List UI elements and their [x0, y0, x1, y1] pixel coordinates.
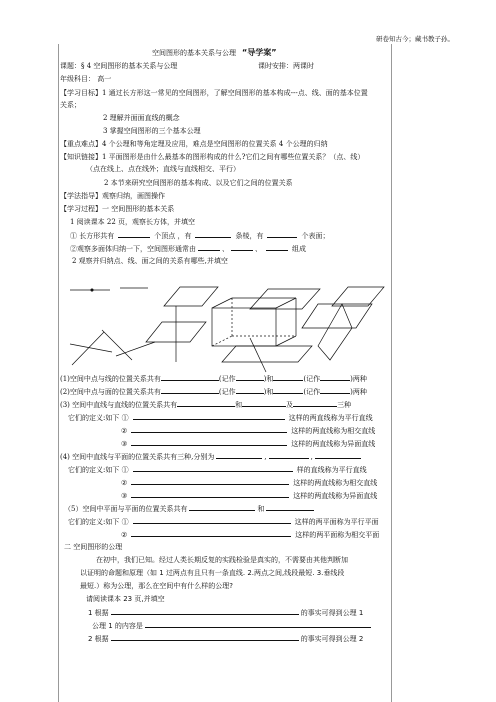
link-line-1: 【知识链接】1 平面图形是由什么最基本的图形构成的什么?它们之间有哪些位置关系？（点、线） — [60, 153, 365, 161]
p2-text: 2 观察并归纳点、线、面之间的关系有哪些,并填空 — [72, 257, 228, 265]
goal-line-3: 2 理解并面面直线的概念 — [103, 114, 180, 122]
key-points: 【重点难点】4 个公理和等角定理及应用，难点是空间图形的位置关系 4 个公理的归纳 — [60, 140, 328, 148]
q4: (4) 空间中直线与平面的位置关系共有三种,分别为 , , — [60, 452, 363, 462]
doc-title-tag: “导学案” — [242, 48, 277, 57]
q4-def-3: ③ 这样的两直线称为异面直线 — [121, 492, 378, 500]
doc-title: 空间图形的基本关系与公理 “导学案” — [152, 48, 277, 57]
figure-crossing-plane — [222, 338, 312, 372]
blank-q2-c[interactable] — [273, 387, 303, 394]
blank-q5-def-2[interactable] — [131, 530, 291, 537]
link-line-2: （点在线上、点在线外；直线与直线相交、平行） — [86, 165, 240, 173]
schedule: 课时安排：两课时 — [258, 62, 314, 70]
grade-subject: 年级科目： 高一 — [60, 75, 112, 83]
topic-line: 课题：§ 4 空间图形的基本关系与公理 — [60, 62, 178, 70]
figure-skew-lines — [102, 330, 155, 360]
blank-q5-def-1[interactable] — [133, 517, 291, 524]
link-line-3: 2 本节来研究空间图形的基本构成、以及它们之间的位置关系 — [104, 179, 293, 187]
axiom-1-content: 公理 1 的内容是 — [92, 621, 373, 631]
axiom-1-basis: 1 根据 的事实可得到公理 1 — [88, 609, 364, 617]
figure-cuboid — [212, 298, 296, 346]
blank-q3-def-3[interactable] — [131, 439, 287, 446]
q1: (1)空间中点与线的位置关系共有 (记作 )和 (记作 )两种 — [60, 375, 367, 383]
blank-q3-b[interactable] — [242, 400, 286, 407]
header-motto: 研卷知古今；藏书教子孙。 — [376, 35, 454, 43]
q4-def-1: 它们的定义:如下 ① 样的直线称为平行直线 — [68, 466, 367, 474]
section-2-body-2: 以证明的命题和原理（如 1 过两点有且只有一条直线. 2.两点之间,线段最短. 3.垂线段 — [80, 569, 345, 577]
figure-intersecting-planes — [302, 304, 372, 360]
q4-def-2: ② 这样的两直线称为相交直线 — [121, 479, 378, 487]
axiom-2-basis: 2 根据 的事实可得到公理 2 — [88, 635, 364, 643]
section-2-heading: 二 空间图形的公理 — [64, 543, 123, 551]
goal-line-2: 关系； — [60, 101, 81, 109]
blank-q4-c[interactable] — [315, 452, 361, 459]
goal-line-1: 【学习目标】1 通过长方形这一常见的空间图形，了解空间图形的基本构成---点、线、面的基本位置 — [60, 89, 368, 97]
q5-def-2: ② 这样的两平面称为相交平面 — [121, 531, 380, 539]
blank-q2-a[interactable] — [161, 387, 219, 394]
blank-axiom-1-basis[interactable] — [111, 608, 299, 615]
q5: （5）空间中平面与平面的位置关系共有 和 — [64, 504, 316, 514]
q2: (2)空间中点与面的位置关系共有 (记作 )和 (记作 )两种 — [60, 388, 367, 396]
p1-a: ① 长方形共有 个顶点 ，有 条棱，有 个表面； — [70, 232, 330, 240]
blank-axiom-1-content[interactable] — [145, 621, 371, 628]
blank-q3-def-2[interactable] — [131, 426, 287, 433]
blank-q2-d[interactable] — [320, 387, 350, 394]
figure-plane-3 — [332, 287, 384, 306]
blank-q5-a[interactable] — [189, 504, 255, 511]
read-instruction: 请阅读课本 23 页,并填空 — [86, 595, 165, 603]
q3: (3) 空间中直线与直线的位置关系共有 和 及 三种 — [60, 401, 352, 409]
blank-q2-b[interactable] — [236, 387, 264, 394]
p1-text: 1 阅读课本 22 页，观察长方体，并填空 — [70, 218, 196, 226]
q3-def-1: 它们的定义:如下 ① 这样的两直线称为平行直线 — [68, 414, 373, 422]
section-2-body-1: 在初中，我们已知。经过人类长期反复的实践检验是真实的，不需要由其他判断加 — [96, 556, 348, 564]
q3-def-3: ③ 这样的两直线称为异面直线 — [121, 440, 376, 448]
figure-plane-1 — [164, 287, 218, 306]
blank-q4-a[interactable] — [216, 452, 262, 459]
p1-b: ②观察多面体归纳一下，空间图形通常由 、 、 组成 — [70, 245, 306, 253]
blank-q4-def-2[interactable] — [131, 478, 289, 485]
blank-q4-b[interactable] — [269, 452, 309, 459]
blank-q4-def-3[interactable] — [131, 491, 289, 498]
blank-q1-b[interactable] — [236, 374, 264, 381]
topic: § 4 空间图形的基本关系与公理 — [81, 62, 178, 70]
blank-q3-c[interactable] — [293, 400, 337, 407]
blank-q1-a[interactable] — [161, 374, 219, 381]
figure-line-through-plane — [146, 306, 206, 362]
blank-q3-a[interactable] — [177, 400, 235, 407]
blank-q5-b[interactable] — [266, 504, 314, 511]
blank-axiom-2-basis[interactable] — [111, 634, 299, 641]
blank-q1-c[interactable] — [273, 374, 303, 381]
blank-q4-def-1[interactable] — [133, 465, 293, 472]
figure-intersecting-lines — [70, 332, 112, 365]
process-heading: 【学习过程】一 空间图形的基本关系 — [60, 205, 175, 213]
q3-def-2: ② 这样的两直线称为相交直线 — [121, 427, 376, 435]
goal-line-4: 3 掌握空间图形的三个基本公理 — [103, 127, 201, 135]
q5-def-1: 它们的定义:如下 ① 这样的两平面称为平行平面 — [68, 518, 379, 526]
blank-q3-def-1[interactable] — [133, 413, 285, 420]
method: 【学法指导】观察归纳，画图操作 — [60, 192, 165, 200]
blank-q1-d[interactable] — [320, 374, 350, 381]
section-2-body-3: 最短.）称为公理，那么在空间中有什么样的公理? — [80, 582, 233, 590]
figure-point-on-line — [70, 289, 110, 291]
figure-plane-2 — [250, 289, 320, 309]
